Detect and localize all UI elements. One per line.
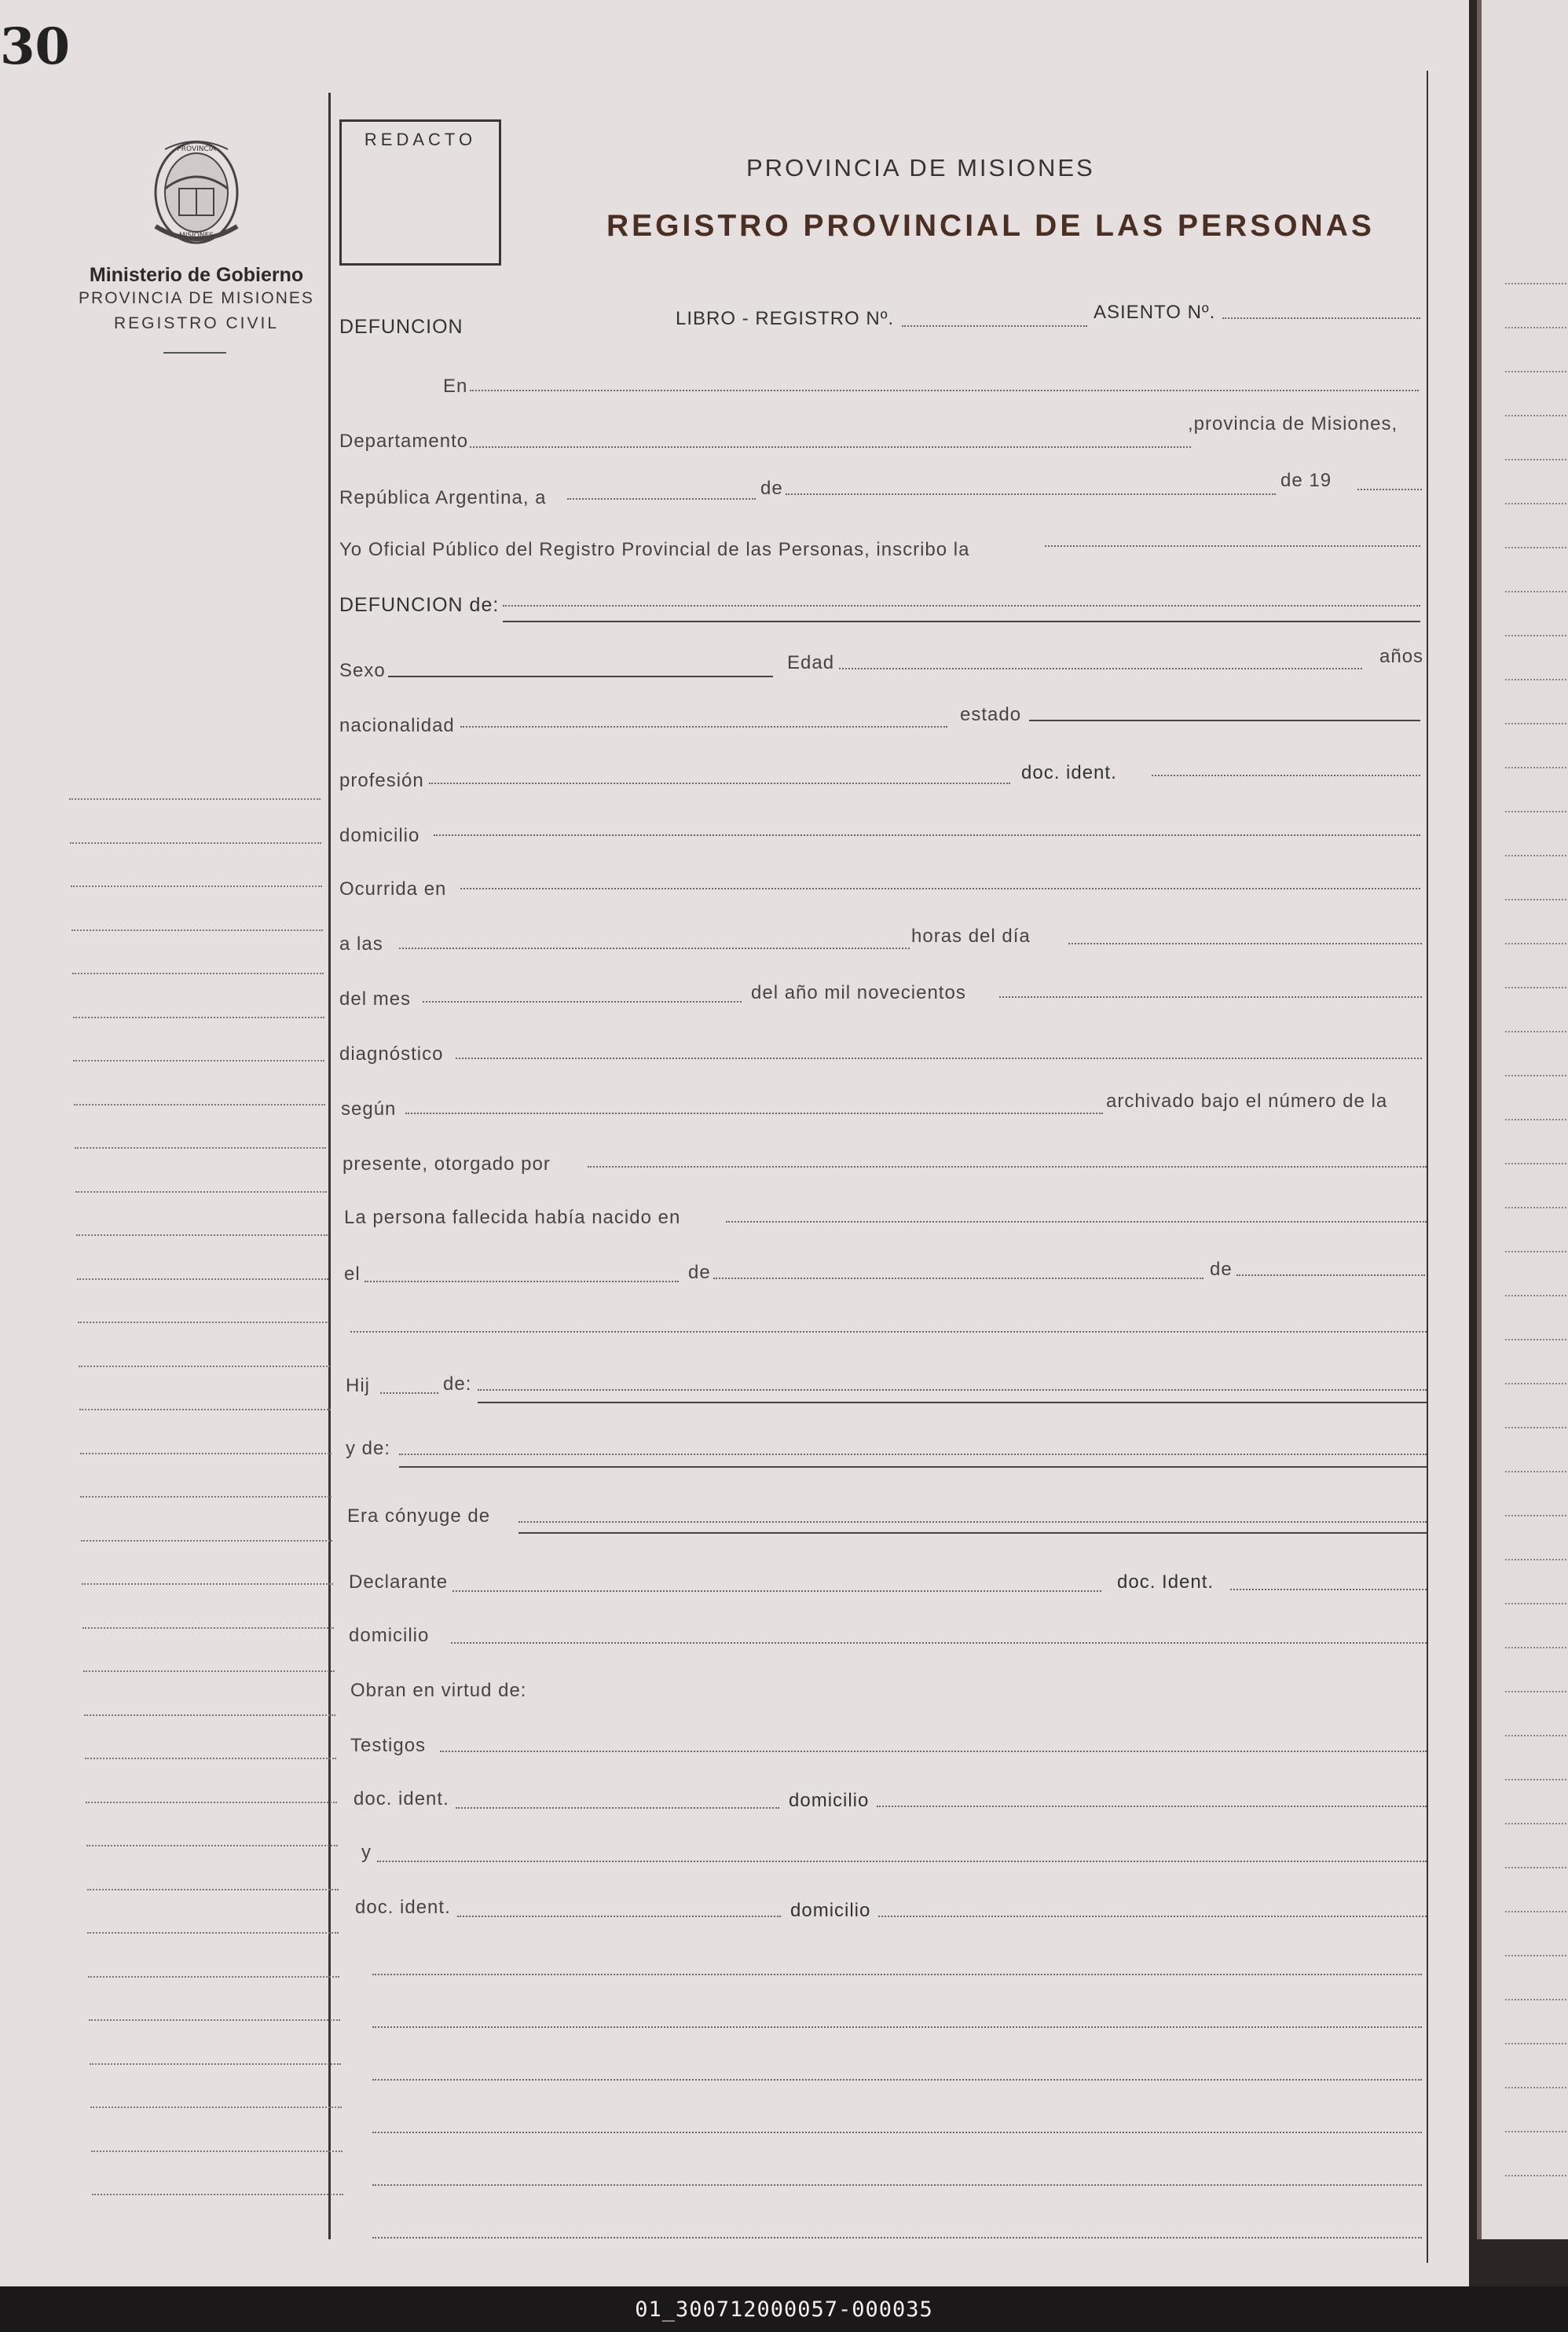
asiento-label: ASIENTO Nº. [1094,302,1216,323]
ocurrida-en-label: Ocurrida en [339,878,447,900]
domicilio-testigo-2-label: domicilio [790,1900,871,1921]
estado-field[interactable] [1029,720,1420,721]
file-id-bar [0,2286,1568,2332]
facing-page-line [1505,1207,1568,1208]
margin-note-line [77,1278,328,1280]
facing-page-line [1505,1999,1568,2000]
de-label-1: de [760,478,783,499]
hij-suffix-field[interactable] [380,1392,438,1394]
facing-page-line [1505,503,1568,504]
conyuge-underline [518,1532,1427,1534]
observation-line[interactable] [372,2132,1422,2133]
de-label-2: de [688,1262,711,1283]
margin-note-line [87,1889,339,1890]
facing-page-line [1505,635,1568,636]
facing-page-line [1505,283,1568,284]
facing-page-line [1505,1471,1568,1472]
de-19-label: de 19 [1280,470,1332,491]
domicilio-label: domicilio [339,825,420,846]
form-type: DEFUNCION [339,316,463,338]
facing-page-line [1505,1647,1568,1648]
facing-page-edge [1477,0,1568,2239]
margin-note-line [74,1104,325,1106]
nacionalidad-field[interactable] [460,726,947,728]
defuncion-de-label: DEFUNCION de: [339,594,500,616]
observation-line[interactable] [372,2079,1422,2081]
domicilio-testigo-1-label: domicilio [789,1790,870,1811]
margin-note-line [90,2063,341,2065]
conyuge-field[interactable] [518,1521,1427,1523]
a-las-label: a las [339,933,383,955]
facing-page-line [1505,1955,1568,1956]
padre-underline [478,1402,1427,1403]
yo-oficial-label: Yo Oficial Público del Registro Provincial de las Personas, inscribo la [339,539,970,560]
republica-label: República Argentina, a [339,487,547,508]
domicilio-testigo-1-field[interactable] [877,1806,1427,1807]
redacto-stamp [339,119,501,266]
libro-registro-label: LIBRO - REGISTRO Nº. [676,308,895,329]
registry-title: REGISTRO PROVINCIAL DE LAS PERSONAS [606,209,1375,243]
margin-note-line [73,1017,324,1018]
segun-field[interactable] [405,1113,1103,1114]
observation-line[interactable] [372,2026,1422,2028]
margin-note-line [85,1758,336,1759]
padre-field[interactable] [478,1389,1427,1391]
facing-page-line [1505,1251,1568,1252]
ministry-province: PROVINCIA DE MISIONES [79,289,314,307]
era-conyuge-label: Era cónyuge de [347,1505,491,1527]
libro-registro-field[interactable] [902,325,1087,327]
margin-note-line [82,1583,333,1585]
profesion-label: profesión [339,770,424,791]
declarante-label: Declarante [349,1571,449,1593]
hij-label: Hij [346,1375,370,1396]
margin-note-line [83,1670,335,1672]
declarante-field[interactable] [452,1590,1101,1592]
nacionalidad-label: nacionalidad [339,715,455,736]
margin-note-line [80,1453,332,1454]
margin-note-line [76,1234,328,1236]
facing-page-line [1505,811,1568,812]
facing-page-line [1505,1031,1568,1032]
presente-label: presente, otorgado por [343,1153,551,1175]
provincia-label: ,provincia de Misiones, [1188,413,1398,434]
doc-ident-declarante-label: doc. Ident. [1117,1571,1214,1593]
emblem-text-top: PROVINCIA [177,145,216,153]
margin-note-line [84,1714,335,1716]
margin-note-line [69,798,321,800]
facing-page-line [1505,459,1568,460]
nac-dia-field[interactable] [365,1281,679,1282]
margin-note-line [75,1191,327,1193]
doc-ident-field[interactable] [1152,775,1420,776]
testigo-2-field[interactable] [377,1861,1427,1862]
margin-note-line [86,1845,338,1846]
sexo-label: Sexo [339,660,386,681]
facing-page-line [1505,547,1568,548]
margin-note-line [71,930,323,931]
divider [163,352,226,354]
defuncion-de-underline [503,621,1420,622]
facing-page-line [1505,2043,1568,2044]
margin-note-line [79,1366,330,1367]
anios-label: años [1379,646,1424,667]
en-field[interactable] [470,390,1419,391]
margin-note-line [81,1540,332,1542]
doc-ident-testigo-2-field[interactable] [457,1916,781,1917]
hij-de-label: de: [443,1373,472,1395]
de-label-3: de [1210,1259,1233,1280]
coat-of-arms-icon [141,134,251,251]
facing-page-line [1505,591,1568,592]
facing-page-line [1505,723,1568,724]
estado-label: estado [960,704,1022,725]
segun-label: según [341,1098,397,1120]
en-label: En [443,376,468,397]
nacimiento-continuation-field[interactable] [350,1331,1427,1333]
facing-page-line [1505,371,1568,372]
mes-field[interactable] [786,493,1276,495]
del-mes-field[interactable] [423,1001,742,1003]
right-rule [1427,71,1428,2263]
obran-label: Obran en virtud de: [350,1680,527,1701]
margin-note-line [86,1802,337,1803]
margin-note-line [71,886,322,887]
y-label: y [361,1842,372,1863]
emblem-text-bottom: MISIONES [178,232,214,240]
facing-page-line [1505,1911,1568,1912]
margin-rule [328,93,331,2239]
margin-note-line [91,2150,343,2152]
margin-note-line [89,2019,340,2021]
redacto-label: REDACTO [364,130,477,149]
facing-page-line [1505,2175,1568,2176]
facing-page-line [1505,987,1568,988]
del-mes-label: del mes [339,988,412,1010]
facing-page-line [1505,1075,1568,1076]
dia-field[interactable] [567,498,756,500]
sexo-field[interactable] [388,676,773,677]
facing-page-line [1505,855,1568,856]
province-title: PROVINCIA DE MISIONES [746,154,1095,182]
madre-field[interactable] [399,1454,1427,1455]
defuncion-de-field[interactable] [503,605,1420,607]
edad-field[interactable] [839,668,1362,669]
file-id: 01_300712000057-000035 [635,2297,933,2322]
el-label: el [344,1263,361,1285]
margin-note-line [90,2106,342,2108]
a-las-field[interactable] [399,948,910,949]
facing-page-line [1505,1383,1568,1384]
margin-note-line [79,1409,331,1410]
facing-page-line [1505,943,1568,944]
facing-page-line [1505,1603,1568,1604]
facing-page-line [1505,1691,1568,1692]
diagnostico-field[interactable] [456,1058,1422,1059]
del-anio-label: del año mil novecientos [751,982,966,1003]
anio-field[interactable] [1357,489,1422,490]
margin-note-line [92,2194,343,2195]
facing-page-line [1505,2087,1568,2088]
doc-ident-label: doc. ident. [1021,762,1117,783]
persona-fallecida-label: La persona fallecida había nacido en [344,1207,681,1228]
madre-underline [399,1466,1427,1468]
facing-page-line [1505,1779,1568,1780]
facing-page-line [1505,1867,1568,1868]
observation-line[interactable] [372,1974,1422,1975]
departamento-field[interactable] [470,446,1191,448]
doc-ident-testigo-1-label: doc. ident. [354,1788,449,1810]
facing-page-line [1505,415,1568,416]
facing-page-line [1505,1515,1568,1516]
observation-line[interactable] [372,2184,1422,2186]
facing-page-line [1505,1735,1568,1736]
inscribo-field[interactable] [1045,545,1420,547]
testigos-label: Testigos [350,1735,427,1756]
departamento-label: Departamento [339,431,469,452]
facing-page-line [1505,1559,1568,1560]
doc-ident-testigo-2-label: doc. ident. [355,1897,451,1918]
doc-ident-declarante-field[interactable] [1230,1589,1427,1590]
archivado-label: archivado bajo el número de la [1106,1091,1388,1112]
facing-page-line [1505,1119,1568,1120]
ministry-registry: REGISTRO CIVIL [113,314,280,332]
margin-note-line [70,842,321,844]
asiento-field[interactable] [1222,317,1420,319]
diagnostico-label: diagnóstico [339,1043,444,1065]
ocurrida-en-field[interactable] [460,888,1420,889]
domicilio-field[interactable] [434,834,1420,836]
page-number: 30 [0,17,71,76]
y-de-label: y de: [346,1438,391,1459]
del-anio-field[interactable] [999,996,1422,998]
observation-line[interactable] [372,2237,1422,2238]
facing-page-line [1505,767,1568,768]
facing-page-line [1505,2131,1568,2132]
horas-del-dia-field[interactable] [1068,943,1422,944]
facing-page-line [1505,899,1568,900]
margin-note-line [72,973,324,974]
facing-page-line [1505,1295,1568,1296]
facing-page-line [1505,1823,1568,1824]
facing-page-line [1505,679,1568,680]
facing-page-line [1505,1163,1568,1164]
domicilio-declarante-field[interactable] [451,1642,1427,1644]
facing-page-line [1505,1427,1568,1428]
margin-note-line [75,1147,326,1149]
edad-label: Edad [787,652,835,673]
margin-note-line [87,1932,339,1934]
nac-anio-field[interactable] [1236,1274,1425,1276]
facing-page-line [1505,327,1568,328]
otorgado-por-field[interactable] [588,1166,1427,1168]
domicilio-declarante-label: domicilio [349,1625,430,1646]
margin-note-line [80,1496,332,1498]
nac-mes-field[interactable] [713,1278,1203,1279]
testigo-1-field[interactable] [440,1751,1427,1752]
facing-page-line [1505,1339,1568,1340]
domicilio-testigo-2-field[interactable] [878,1916,1427,1917]
profesion-field[interactable] [429,783,1010,784]
margin-note-line [88,1976,339,1978]
ministry-name: Ministerio de Gobierno [89,264,304,286]
margin-note-line [73,1060,324,1062]
margin-note-line [82,1627,334,1629]
margin-note-line [78,1322,329,1323]
horas-del-dia-label: horas del día [911,926,1031,947]
nacido-en-field[interactable] [726,1221,1427,1223]
doc-ident-testigo-1-field[interactable] [456,1807,779,1809]
